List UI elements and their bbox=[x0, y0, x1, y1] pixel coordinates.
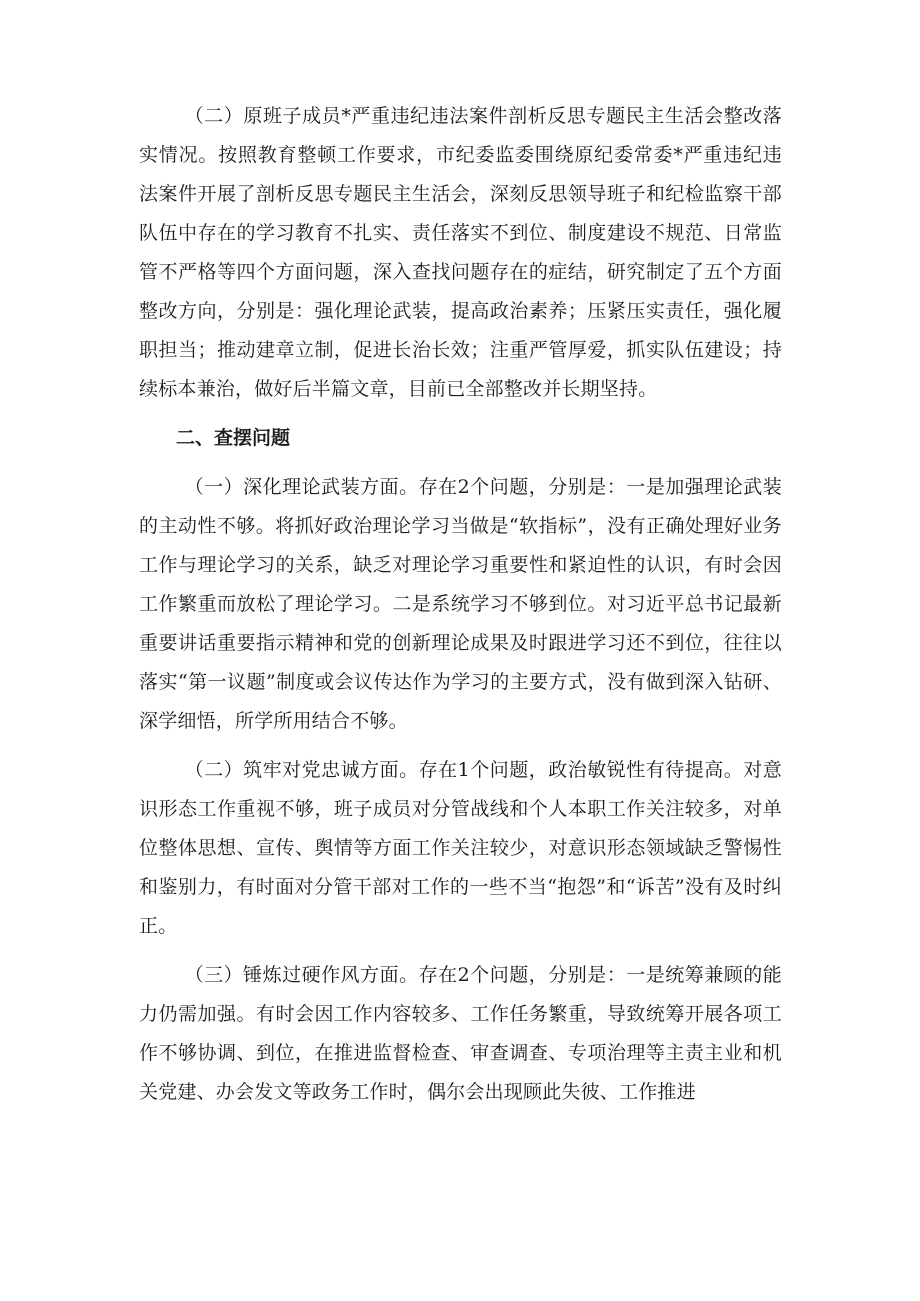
paragraph-rectification-status: （二）原班子成员*严重违纪违法案件剖析反思专题民主生活会整改落实情况。按照教育整顿工作要求，市纪委监委围绕原纪委常委*严重违纪违法案件开展了剖析反思专题民主生活会，深刻反思领导班子和纪检监察干部队伍中存在的学习教育不扎实、责任落实不到位、制度建设不规范、日常监管不严格等四个方面问题，深入查找问题存在的症结，研究制定了五个方面整改方向，分别是：强化理论武装，提高政治素养；压紧压实责任，强化履职担当；推动建章立制，促进长治长效；注重严管厚爱，抓实队伍建设；持续标本兼治，做好后半篇文章，目前已全部整改并长期坚持。 bbox=[139, 105, 782, 400]
paragraph-work-style: （三）锤炼过硬作风方面。存在2个问题，分别是：一是统筹兼顾的能力仍需加强。有时会因工作内容较多、工作任务繁重，导致统筹开展各项工作不够协调、到位，在推进监督检查、审查调查、专项治理等主责主业和机关党建、办会发文等政务工作时，偶尔会出现顾此失彼、工作推进 bbox=[139, 964, 782, 1103]
document-body bbox=[139, 97, 782, 1112]
section-heading-problems: 二、查摆问题 bbox=[176, 427, 291, 449]
paragraph-theory-armament: （一）深化理论武装方面。存在2个问题，分别是：一是加强理论武装的主动性不够。将抓好政治理论学习当做是“软指标”，没有正确处理好业务工作与理论学习的关系，缺乏对理论学习重要性和紧迫性的认识，有时会因工作繁重而放松了理论学习。二是系统学习不够到位。对习近平总书记最新重要讲话重要指示精神和党的创新理论成果及时跟进学习还不到位，往往以落实“第一议题”制度或会议传达作为学习的主要方式，没有做到深入钻研、深学细悟，所学所用结合不够。 bbox=[139, 476, 782, 732]
paragraph-party-loyalty: （二）筑牢对党忠诚方面。存在1个问题，政治敏锐性有待提高。对意识形态工作重视不够，班子成员对分管战线和个人本职工作关注较多，对单位整体思想、宣传、舆情等方面工作关注较少，对意识形态领域缺乏警惕性和鉴别力，有时面对分管干部对工作的一些不当“抱怨”和“诉苦”没有及时纠正。 bbox=[139, 759, 782, 937]
